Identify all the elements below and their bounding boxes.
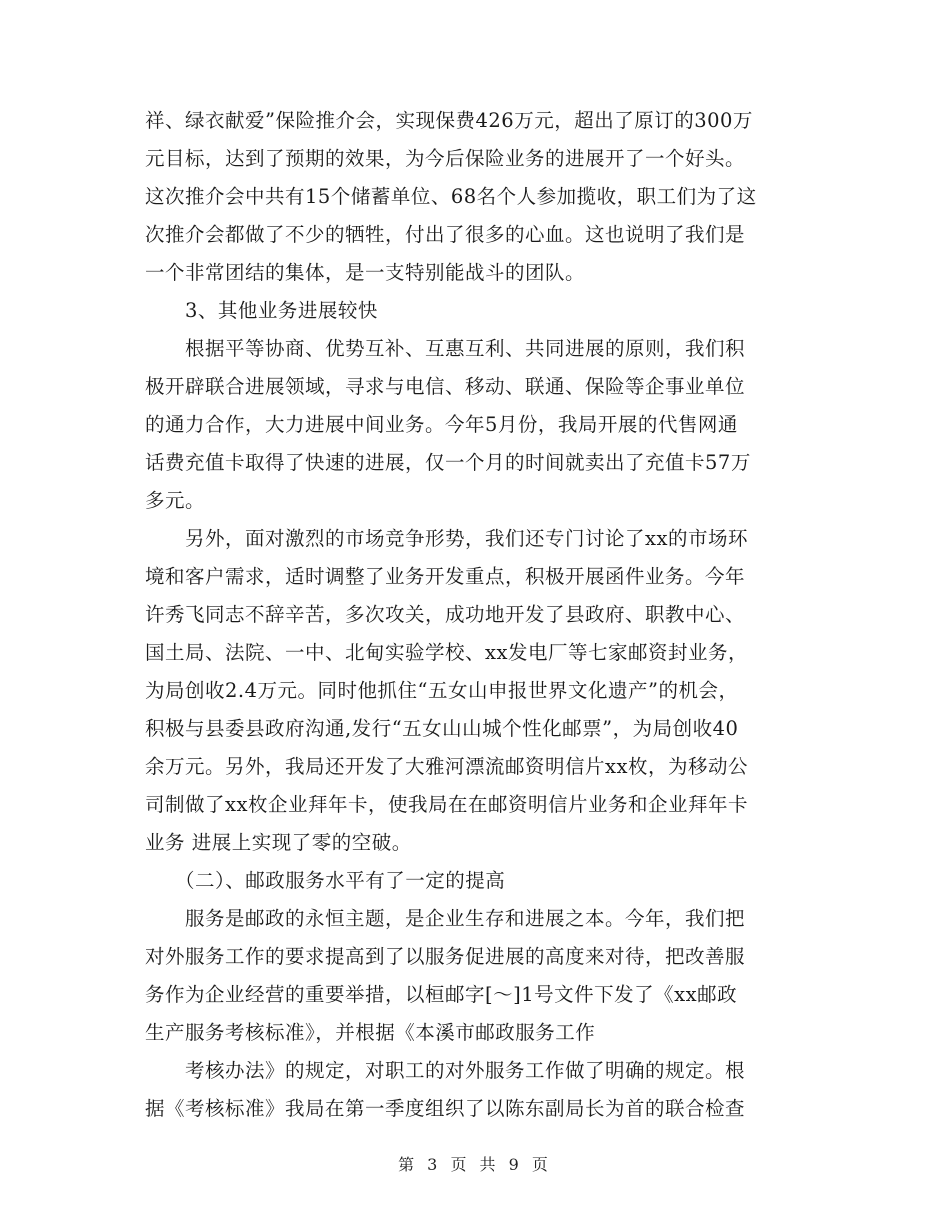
text-line: 考核办法》的规定，对职工的对外服务工作做了明确的规定。根 — [185, 1059, 746, 1082]
section-heading: （二）、邮政服务水平有了一定的提高 — [175, 869, 506, 892]
text-line: 话费充值卡取得了快速的进展，仅一个月的时间就卖出了充值卡57万 — [145, 451, 751, 474]
text-line: 对外服务工作的要求提高到了以服务促进展的高度来对待，把改善服 — [145, 945, 746, 968]
text-line: 许秀飞同志不辞辛苦，多次攻关，成功地开发了县政府、职教中心、 — [145, 603, 746, 626]
text-line: 务作为企业经营的重要举措，以桓邮字[～]1号文件下发了《xx邮政 — [145, 983, 738, 1006]
text-line: 生产服务考核标准》，并根据《本溪市邮政服务工作 — [145, 1021, 596, 1044]
text-line: 极开辟联合进展领域，寻求与电信、移动、联通、保险等企事业单位 — [145, 375, 746, 398]
text-line: 多元。 — [145, 489, 206, 512]
text-line: 的通力合作，大力进展中间业务。今年5月份，我局开展的代售网通 — [145, 413, 738, 436]
text-line: 余万元。另外，我局还开发了大雅河漂流邮资明信片xx枚，为移动公 — [145, 755, 748, 778]
text-line: 业务 进展上实现了零的空破。 — [145, 831, 412, 854]
text-line: 国土局、法院、一中、北甸实验学校、xx发电厂等七家邮资封业务， — [145, 641, 748, 664]
text-line: 一个非常团结的集体，是一支特别能战斗的团队。 — [145, 261, 586, 284]
text-line: 司制做了xx枚企业拜年卡，使我局在在邮资明信片业务和企业拜年卡 — [145, 793, 748, 816]
text-line: 境和客户需求，适时调整了业务开发重点，积极开展函件业务。今年 — [145, 565, 746, 588]
text-line: 次推介会都做了不少的牺牲，付出了很多的心血。这也说明了我们是 — [145, 223, 746, 246]
text-line: 据《考核标准》我局在第一季度组织了以陈东副局长为首的联合检查 — [145, 1097, 746, 1120]
text-line: 元目标，达到了预期的效果，为今后保险业务的进展开了一个好头。 — [145, 147, 746, 170]
document-body — [145, 102, 805, 1128]
text-line: 祥、绿衣献爱”保险推介会，实现保费426万元，超出了原订的300万 — [145, 109, 753, 132]
text-line: 另外，面对激烈的市场竞争形势，我们还专门讨论了xx的市场环 — [185, 527, 748, 550]
text-line: 服务是邮政的永恒主题，是企业生存和进展之本。今年，我们把 — [185, 907, 746, 930]
text-line: 为局创收2.4万元。同时他抓住“五女山申报世界文化遗产”的机会， — [145, 679, 739, 702]
text-line: 这次推介会中共有15个储蓄单位、68名个人参加揽收，职工们为了这 — [145, 185, 757, 208]
page-footer: 第 3 页 共 9 页 — [398, 1155, 552, 1174]
text-line: 积极与县委县政府沟通,发行“五女山山城个性化邮票”，为局创收40 — [145, 717, 739, 740]
text-line: 根据平等协商、优势互补、互惠互利、共同进展的原则，我们积 — [185, 337, 746, 360]
section-heading: 3、其他业务进展较快 — [185, 299, 378, 322]
